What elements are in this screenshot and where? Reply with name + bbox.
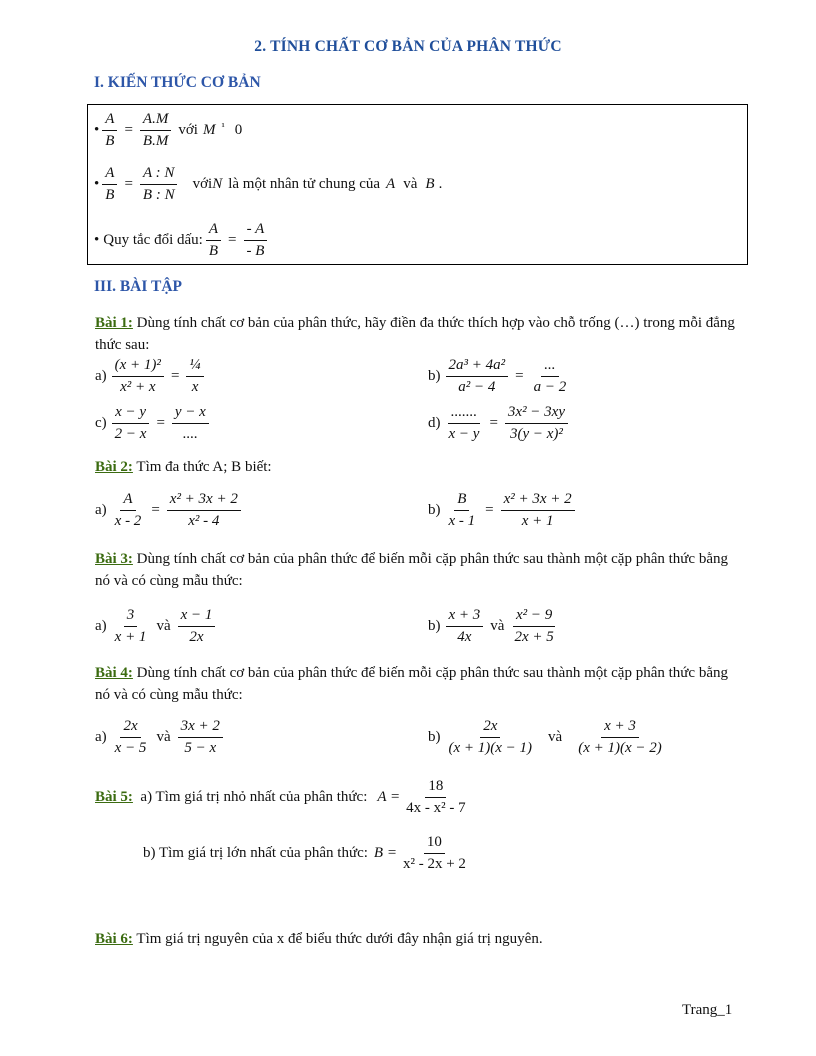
exercise-label: Bài 6: bbox=[95, 931, 133, 947]
fraction: $\frac{\text{x² + 3x + 2}}{\text{x² - 4}}$ bbox=[167, 491, 241, 530]
exercise-1b: b) $\frac{\text{2a³ + 4a²}}{\text{a² − 4}}$ = $\frac{...}{a - 2}$ bbox=[428, 357, 572, 396]
fraction: $\frac{A}{B}$ bbox=[206, 221, 221, 260]
section-heading-exercises: III. BÀI TẬP bbox=[94, 278, 183, 295]
fraction: $\frac{B}{x - 1}$ bbox=[448, 491, 476, 529]
fraction: $\frac{10}{\text{x² - 2x + 2}}$ bbox=[402, 834, 466, 872]
exercise-1-text: Bài 1: Dùng tính chất cơ bản của phân thức, hãy điền đa thức thích hợp vào chỗ trống (…) trong mỗi đẳng thức sau: bbox=[95, 315, 735, 353]
bullet: • bbox=[94, 176, 100, 192]
fraction: $\frac{\text{3x² − 3xy}}{\text{3(y − x)²}}$ bbox=[505, 404, 568, 443]
exercise-5b: b) Tìm giá trị lớn nhất của phân thức: B = $\frac{10}{\text{x² - 2x + 2}}$ bbox=[143, 834, 472, 873]
bullet: • bbox=[94, 122, 100, 138]
section-heading-basics: I. KIẾN THỨC CƠ BẢN bbox=[94, 74, 261, 91]
fraction: $\frac{y - x}{....}$ bbox=[172, 404, 209, 443]
fraction: $\frac{x - 1}{2x}$ bbox=[178, 607, 216, 646]
exercise-label: Bài 5: bbox=[95, 789, 133, 805]
fraction: $\frac{2x}{(x + 1)(x - 1)}$ bbox=[448, 718, 533, 756]
page-title: 2. TÍNH CHẤT CƠ BẢN CỦA PHÂN THỨC bbox=[254, 38, 562, 55]
fraction: $\frac{.......}{x - y}$ bbox=[448, 404, 480, 442]
fraction: $\frac{A}{B}$ bbox=[102, 165, 117, 204]
bullet: • bbox=[94, 232, 100, 248]
exercise-6-text: Bài 6: Tìm giá trị nguyên của x để biểu thức dưới đây nhận giá trị nguyên. bbox=[95, 931, 543, 947]
fraction: $\frac{\text{2a³ + 4a²}}{\text{a² − 4}}$ bbox=[446, 357, 509, 396]
fraction: $\frac{- A}{- B}$ bbox=[243, 221, 267, 260]
exercise-3b: b) $\frac{x + 3}{4x}$ và $\frac{\text{x² − 9}}{2x + 5}$ bbox=[428, 607, 560, 646]
exercise-3a: a) $\frac{3}{x + 1}$ và $\frac{x - 1}{2x}$ bbox=[95, 607, 218, 646]
exercise-4b: b) $\frac{2x}{(x + 1)(x - 1)}$ và $\frac{x + 3}{(x + 1)(x - 2)}$ bbox=[428, 718, 668, 757]
exercise-2-text: Bài 2: Tìm đa thức A; B biết: bbox=[95, 459, 272, 475]
fraction: $\frac{\text{x² − 9}}{2x + 5}$ bbox=[514, 607, 554, 645]
fraction: $\frac{\text{x² + 3x + 2}}{x + 1}$ bbox=[501, 491, 575, 530]
fraction: $\frac{3}{x + 1}$ bbox=[114, 607, 147, 645]
fraction: $\frac{\text{(x + 1)²}}{\text{x² + x}}$ bbox=[112, 357, 164, 396]
fraction: $\frac{x - y}{2 - x}$ bbox=[112, 404, 150, 443]
rule-sign-change: • Quy tắc đổi dấu: $\frac{A}{B}$ = $\frac{- A}{- B}$ bbox=[94, 221, 270, 260]
exercise-label: Bài 4: bbox=[95, 665, 133, 681]
fraction: $\frac{2x}{x - 5}$ bbox=[114, 718, 147, 756]
fraction: $\frac{x + 3}{(x + 1)(x - 2)}$ bbox=[578, 718, 662, 756]
fraction: $\frac{A}{B}$ bbox=[102, 111, 117, 150]
page-number: Trang_1 bbox=[682, 1002, 733, 1018]
exercise-label: Bài 2: bbox=[95, 459, 133, 475]
exercise-1a: a) $\frac{\text{(x + 1)²}}{\text{x² + x}}$ = $\frac{\text{¼}}{x}$ bbox=[95, 357, 207, 396]
exercise-5a: Bài 5: a) Tìm giá trị nhỏ nhất của phân thức: A = $\frac{18}{\text{4x - x² - 7}}$ bbox=[95, 778, 472, 817]
exercise-4-text: Bài 4: Dùng tính chất cơ bản của phân thức để biến mỗi cặp phân thức sau thành một cặp phân thức bằng nó và có cùng mẫu thức: bbox=[95, 665, 728, 703]
exercise-label: Bài 1: bbox=[95, 315, 133, 331]
fraction: $\frac{A : N}{B : N}$ bbox=[140, 165, 178, 204]
exercise-2a: a) $\frac{A}{x - 2}$ = $\frac{\text{x² + 3x + 2}}{\text{x² - 4}}$ bbox=[95, 491, 244, 530]
fraction: $\frac{...}{a - 2}$ bbox=[533, 357, 567, 395]
fraction: $\frac{A}{x - 2}$ bbox=[114, 491, 142, 529]
fraction: $\frac{\text{¼}}{x}$ bbox=[186, 357, 203, 396]
theory-box bbox=[87, 104, 748, 265]
exercise-1d: d) $\frac{.......}{x - y}$ = $\frac{\text{3x² − 3xy}}{\text{3(y − x)²}}$ bbox=[428, 404, 571, 443]
rule-divide: • $\frac{A}{B}$ = $\frac{A : N}{B : N}$ với N là một nhân tử chung của A và B . bbox=[94, 165, 443, 203]
fraction: $\frac{x + 3}{4x}$ bbox=[446, 607, 484, 646]
fraction: $\frac{3x + 2}{5 - x}$ bbox=[178, 718, 223, 757]
exercise-3-text: Bài 3: Dùng tính chất cơ bản của phân thức để biến mỗi cặp phân thức sau thành một cặp phân thức bằng nó và có cùng mẫu thức: bbox=[95, 551, 728, 589]
fraction: $\frac{18}{\text{4x - x² - 7}}$ bbox=[406, 778, 466, 816]
exercise-2b: b) $\frac{B}{x - 1}$ = $\frac{\text{x² + 3x + 2}}{x + 1}$ bbox=[428, 491, 578, 530]
rule-multiply: • $\frac{A}{B}$ = $\frac{A.M}{B.M}$ với M ¹ 0 bbox=[94, 111, 243, 149]
exercise-1c: c) $\frac{x - y}{2 - x}$ = $\frac{y - x}{....}$ bbox=[95, 404, 212, 443]
exercise-label: Bài 3: bbox=[95, 551, 133, 567]
exercise-4a: a) $\frac{2x}{x - 5}$ và $\frac{3x + 2}{5 - x}$ bbox=[95, 718, 226, 757]
fraction: $\frac{A.M}{B.M}$ bbox=[140, 111, 171, 150]
